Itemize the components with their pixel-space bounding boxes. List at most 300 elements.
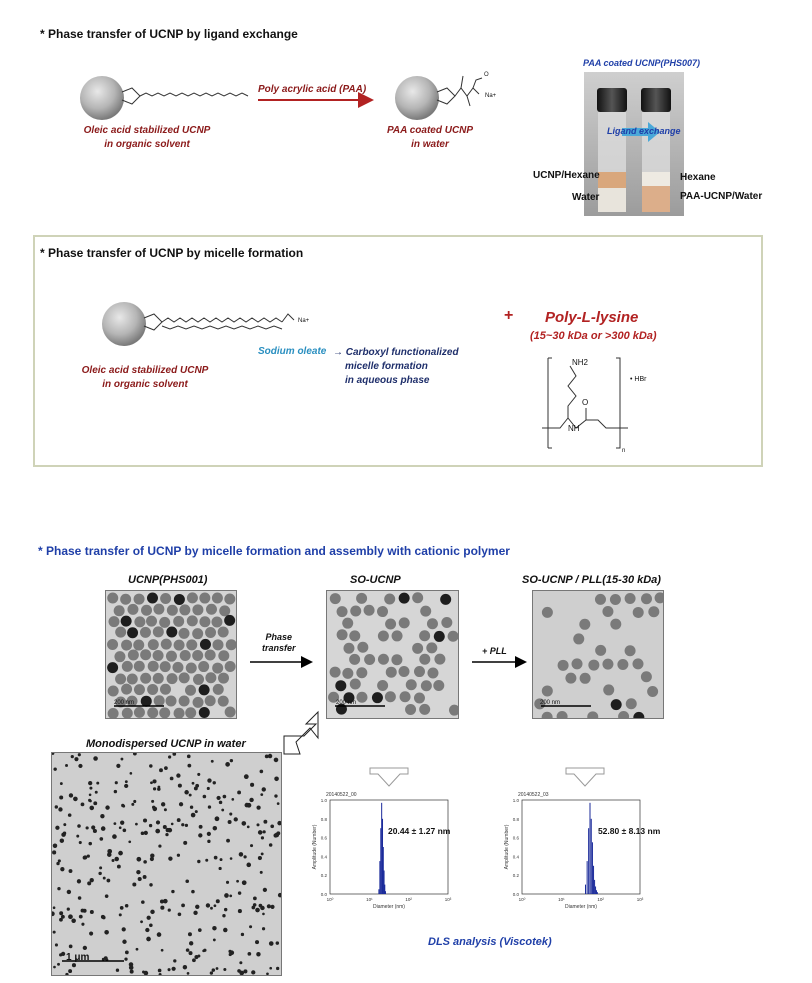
nanoparticle	[143, 860, 147, 864]
photo-label-ucnp-hexane: UCNP/Hexane	[533, 170, 600, 181]
nanoparticle	[256, 952, 260, 956]
nanoparticle	[83, 855, 87, 859]
nanoparticle	[91, 825, 95, 829]
nanoparticle	[168, 856, 172, 860]
dls-chart-1	[308, 788, 468, 922]
nanoparticle	[71, 918, 76, 923]
nanoparticle	[124, 784, 128, 788]
nanoparticle	[229, 953, 232, 956]
nanoparticle	[68, 914, 73, 919]
nanoparticle	[239, 961, 242, 964]
plus-pll-label: + PLL	[482, 646, 507, 656]
nanoparticle	[168, 828, 173, 833]
nanoparticle	[207, 778, 211, 782]
dls-bar	[597, 892, 598, 894]
nanoparticle	[198, 928, 202, 932]
nanoparticle	[191, 890, 195, 894]
nanoparticle	[229, 812, 232, 815]
nanoparticle	[195, 905, 199, 909]
nanoparticle	[59, 911, 63, 915]
nanoparticle	[189, 951, 193, 955]
mono-title: Monodispersed UCNP in water	[86, 738, 246, 750]
nanoparticle	[123, 828, 127, 832]
nanoparticle	[212, 926, 216, 930]
nanoparticle	[274, 794, 277, 797]
nanoparticle	[79, 841, 82, 844]
nanoparticle	[93, 756, 98, 761]
nanoparticle	[263, 830, 266, 833]
nanoparticle	[224, 893, 229, 898]
x-tick-label: 10³	[636, 897, 644, 902]
x-axis-label: Diameter (nm)	[565, 904, 597, 910]
nanoparticle	[57, 963, 60, 966]
nanoparticle	[193, 911, 197, 915]
nanoparticle	[224, 908, 227, 911]
nanoparticle	[207, 840, 210, 843]
nanoparticle	[63, 823, 66, 826]
dls-bar	[378, 889, 379, 894]
nanoparticle	[150, 857, 154, 861]
nanoparticle	[125, 951, 129, 955]
nanoparticle	[150, 910, 154, 914]
nanoparticle	[69, 945, 73, 949]
nanoparticle	[276, 831, 280, 835]
nanoparticle	[88, 781, 92, 785]
chart-id-label: 20140522_03	[518, 792, 549, 798]
y-tick-label: 0.0	[320, 892, 327, 897]
nanoparticle	[210, 971, 213, 974]
nanoparticle	[256, 823, 259, 826]
nanoparticle	[77, 879, 81, 883]
nanoparticle	[120, 906, 124, 910]
nanoparticle	[122, 940, 126, 944]
x-tick-label: 10⁰	[518, 897, 526, 902]
tem-image-monodispersed	[51, 752, 282, 976]
down-left-hollow-arrow	[284, 712, 318, 754]
phase-transfer-label: Phase transfer	[262, 632, 296, 653]
nanoparticle	[149, 824, 152, 827]
nanoparticle	[185, 824, 188, 827]
svg-text:O: O	[484, 72, 489, 78]
nanoparticle	[65, 973, 68, 975]
nanoparticle	[253, 897, 257, 901]
nanoparticle	[262, 927, 265, 930]
nanoparticle	[215, 816, 220, 821]
o-label: O	[582, 398, 589, 407]
nanoparticle	[78, 896, 82, 900]
n-label: n	[622, 448, 626, 454]
plus-sign: +	[504, 307, 514, 324]
nanoparticle	[247, 803, 252, 808]
nanoparticle	[206, 903, 210, 907]
nanoparticle	[59, 795, 63, 799]
y-tick-label: 0.6	[320, 835, 327, 841]
nanoparticle	[143, 875, 147, 879]
nanoparticle	[93, 801, 97, 805]
nanoparticle	[114, 857, 119, 862]
nanoparticle	[125, 780, 128, 783]
nanoparticle	[262, 787, 266, 791]
nanoparticle	[96, 782, 99, 785]
y-tick-label: 0.2	[512, 873, 519, 879]
nanoparticle	[214, 904, 217, 907]
nanoparticle	[221, 809, 224, 812]
dls-bar	[593, 866, 594, 894]
nanoparticle	[68, 969, 72, 973]
nanoparticle	[102, 916, 106, 920]
nanoparticle	[147, 916, 151, 920]
dls-bar	[587, 861, 588, 894]
nanoparticle	[83, 946, 87, 950]
nanoparticle	[55, 826, 59, 830]
nanoparticle	[170, 777, 174, 781]
x-tick-label: 10¹	[366, 897, 373, 902]
nanoparticle	[128, 840, 131, 843]
y-tick-label: 0.6	[512, 835, 519, 841]
nanoparticle	[226, 881, 229, 884]
nanoparticle	[181, 903, 185, 907]
nanoparticle	[178, 912, 182, 916]
nanoparticle	[69, 793, 73, 797]
nanoparticle	[61, 832, 65, 836]
nanoparticle	[113, 822, 116, 825]
scale-bar-label-2: 200 nm	[336, 700, 357, 706]
nanoparticle	[136, 857, 141, 862]
nh-label: NH	[568, 424, 580, 433]
nanoparticle	[153, 779, 157, 783]
nanoparticle	[69, 869, 73, 873]
micelle-text: → Carboxyl functionalized micelle formation in aqueous phase	[333, 347, 459, 386]
y-tick-label: 0.8	[512, 816, 519, 822]
hbr-label: • HBr	[630, 376, 647, 383]
nanoparticle	[250, 844, 253, 847]
nanoparticle	[269, 967, 272, 970]
nanoparticle	[223, 928, 227, 932]
nanoparticle	[168, 968, 171, 971]
nanoparticle	[155, 829, 160, 834]
nanoparticle	[213, 939, 216, 942]
nanoparticle	[259, 904, 263, 908]
nanoparticle	[60, 867, 64, 871]
nanoparticle	[138, 877, 142, 881]
vial-photo-title: PAA coated UCNP(PHS007)	[583, 58, 701, 68]
nanoparticle	[101, 826, 106, 831]
nanoparticle	[141, 900, 145, 904]
nanoparticle	[189, 941, 193, 945]
nanoparticle	[122, 927, 126, 931]
nanoparticle	[195, 810, 198, 813]
nanoparticle	[81, 909, 85, 913]
nanoparticle	[261, 852, 264, 855]
nanoparticle	[135, 823, 138, 826]
nanoparticle	[55, 943, 58, 946]
left-caption-1: Oleic acid stabilized UCNP in organic solvent	[83, 125, 211, 150]
nanoparticle	[156, 820, 160, 824]
nanoparticle	[149, 764, 152, 767]
nanoparticle	[99, 866, 102, 869]
nanoparticle	[276, 967, 279, 970]
nanoparticle	[269, 843, 273, 847]
nanoparticle	[52, 911, 55, 916]
nanoparticle	[102, 958, 105, 961]
nanoparticle	[250, 783, 254, 787]
y-axis-label: Amplitude (Number)	[504, 824, 510, 870]
nanoparticle	[163, 825, 167, 829]
nanoparticle	[121, 758, 124, 761]
nanoparticle	[144, 831, 148, 835]
arrow-label-paa: Poly acrylic acid (PAA)	[258, 84, 367, 95]
nanoparticle	[187, 972, 190, 975]
nanoparticle	[119, 826, 122, 829]
nanoparticle	[145, 928, 149, 932]
nanoparticle	[192, 782, 195, 785]
nanoparticle	[60, 782, 63, 785]
dls-bar	[585, 885, 586, 894]
nanoparticle	[88, 842, 91, 845]
x-tick-label: 10³	[444, 897, 452, 902]
nanoparticle	[59, 953, 62, 956]
nanoparticle	[115, 781, 118, 784]
nanoparticle	[258, 856, 262, 860]
nanoparticle	[71, 755, 74, 758]
nanoparticle	[89, 787, 92, 790]
nanoparticle	[129, 962, 134, 967]
nanoparticle	[276, 941, 279, 944]
nanoparticle	[213, 781, 216, 784]
nanoparticle	[164, 808, 167, 811]
nanoparticle	[270, 905, 274, 909]
nanoparticle	[269, 941, 274, 946]
dls-bar	[595, 886, 596, 894]
nanoparticle	[133, 753, 137, 755]
nanoparticle	[99, 837, 103, 841]
nanoparticle	[195, 784, 199, 788]
nanoparticle	[249, 925, 252, 928]
nanoparticle	[76, 835, 79, 838]
nanoparticle	[117, 865, 121, 869]
x-tick-label: 10²	[597, 897, 604, 902]
nanoparticle	[216, 899, 220, 903]
nanoparticle	[153, 787, 156, 790]
nanoparticle	[112, 859, 115, 862]
nh2-label: NH2	[572, 358, 589, 367]
pll-mw: (15~30 kDa or >300 kDa)	[530, 330, 657, 342]
plot-frame	[522, 800, 640, 894]
right-caption-1: PAA coated UCNP in water	[386, 125, 474, 150]
nanoparticle	[216, 796, 220, 800]
nanoparticle	[159, 973, 162, 975]
nanoparticle	[98, 872, 101, 875]
nanoparticle	[89, 806, 94, 811]
nanoparticle	[73, 797, 78, 802]
dls-title: DLS analysis (Viscotek)	[428, 936, 552, 948]
nanoparticle	[149, 924, 153, 928]
nanoparticle	[274, 776, 279, 781]
nanoparticle	[149, 883, 152, 886]
nanoparticle	[207, 832, 211, 836]
nanoparticle	[263, 888, 267, 892]
nanoparticle	[124, 957, 127, 960]
nanoparticle	[136, 948, 139, 951]
nanoparticle	[181, 823, 184, 826]
nanoparticle	[78, 753, 81, 756]
nanoparticle	[244, 774, 249, 779]
nanoparticle	[77, 824, 81, 828]
nanoparticle	[163, 899, 168, 904]
nanoparticle	[165, 833, 168, 836]
nanoparticle	[183, 841, 187, 845]
nanoparticle	[114, 790, 117, 793]
nanoparticle	[277, 802, 280, 805]
nanoparticle	[60, 839, 64, 843]
nanoparticle	[274, 758, 279, 763]
down-hollow-arrow-1	[370, 768, 408, 786]
nanoparticle	[197, 860, 200, 863]
nanoparticle	[211, 760, 214, 763]
nanoparticle	[199, 825, 203, 829]
nanoparticle	[89, 794, 92, 797]
nanoparticle	[260, 793, 263, 796]
img3-title: SO-UCNP / PLL(15-30 kDa)	[522, 574, 661, 586]
nanoparticle	[157, 786, 160, 789]
left-caption-2: Oleic acid stabilized UCNP in organic solvent	[81, 365, 209, 390]
nanoparticle	[130, 772, 133, 775]
nanoparticle	[152, 806, 155, 809]
nanoparticle	[183, 965, 187, 969]
plot-frame	[330, 800, 448, 894]
nanoparticle	[53, 843, 58, 848]
nanoparticle	[251, 970, 255, 974]
nanoparticle	[236, 880, 239, 883]
dls-bar	[380, 828, 381, 894]
img1-title: UCNP(PHS001)	[128, 574, 208, 586]
nanoparticle	[213, 826, 217, 830]
nanoparticle	[157, 932, 162, 937]
nanoparticle	[52, 753, 54, 755]
nanoparticle	[116, 764, 120, 768]
nanoparticle	[219, 801, 223, 805]
nanoparticle	[74, 757, 78, 761]
nanoparticle	[238, 891, 241, 894]
nanoparticle	[100, 814, 104, 818]
nanoparticle	[161, 802, 165, 806]
nanoparticle	[249, 798, 253, 802]
section3-title: * Phase transfer of UCNP by micelle formation and assembly with cationic polymer	[38, 544, 510, 558]
dls-chart-2	[500, 788, 670, 922]
nanoparticle	[159, 768, 163, 772]
nanoparticle	[133, 800, 136, 803]
nanoparticle	[122, 805, 125, 808]
dls-bar	[591, 819, 592, 894]
y-tick-label: 0.8	[320, 816, 327, 822]
nanoparticle	[187, 755, 191, 759]
nanoparticle	[120, 821, 124, 825]
nanoparticle	[164, 766, 168, 770]
nanoparticle	[179, 802, 183, 806]
size-annotation: 20.44 ± 1.27 nm	[388, 826, 451, 836]
nanoparticle	[103, 877, 106, 880]
y-tick-label: 1.0	[512, 798, 519, 803]
nanoparticle	[214, 856, 218, 860]
section2-title: * Phase transfer of UCNP by micelle formation	[40, 246, 304, 260]
nanoparticle	[237, 791, 241, 795]
nanoparticle	[190, 806, 193, 809]
nanoparticle	[172, 753, 176, 756]
nanoparticle	[67, 908, 70, 911]
nanoparticle	[258, 830, 263, 835]
y-tick-label: 1.0	[320, 798, 327, 803]
nanoparticle	[205, 859, 208, 862]
nanoparticle	[186, 948, 190, 952]
nanoparticle	[65, 764, 68, 767]
nanoparticle	[216, 967, 219, 970]
nanoparticle	[207, 787, 210, 790]
nanoparticle	[177, 818, 181, 822]
nanoparticle	[255, 940, 259, 944]
size-annotation: 52.80 ± 8.13 nm	[597, 826, 661, 836]
sodium-label-2: Na+	[298, 318, 310, 324]
nanoparticle	[219, 867, 222, 870]
nanoparticle	[146, 937, 151, 942]
nanoparticle	[255, 908, 260, 913]
nanoparticle	[143, 818, 147, 822]
nanoparticle	[234, 817, 238, 821]
nanoparticle	[112, 834, 117, 839]
y-tick-label: 0.4	[512, 854, 519, 860]
nanoparticle	[58, 859, 61, 862]
nanoparticle	[136, 870, 140, 874]
nanoparticle	[220, 858, 223, 861]
nanoparticle	[105, 805, 109, 809]
scale-bar-1um-label: 1 μm	[66, 952, 90, 963]
nanoparticle	[173, 959, 176, 962]
scale-bar-label-1: 200 nm	[114, 700, 135, 706]
nanoparticle	[263, 820, 267, 824]
nanoparticle	[256, 805, 260, 809]
pll-name: Poly-L-lysine	[545, 309, 639, 326]
nanoparticle	[189, 794, 192, 797]
nanoparticle	[194, 955, 198, 959]
nanoparticle	[89, 931, 93, 935]
nanoparticle	[160, 906, 164, 910]
nanoparticle	[267, 904, 271, 908]
nanoparticle	[187, 764, 191, 768]
nanoparticle	[67, 890, 71, 894]
nanoparticle	[230, 759, 233, 762]
dls-bar	[596, 890, 597, 894]
nanoparticle	[252, 906, 256, 910]
nanoparticle	[241, 821, 246, 826]
nanoparticle	[168, 755, 171, 758]
nanoparticle	[230, 857, 233, 860]
nanoparticle	[140, 920, 143, 923]
nanoparticle	[132, 882, 136, 886]
nanoparticle	[90, 878, 94, 882]
nanoparticle	[141, 831, 145, 835]
nanoparticle	[72, 963, 76, 967]
nanoparticle	[184, 790, 189, 795]
section1-title: * Phase transfer of UCNP by ligand exchange	[40, 27, 298, 41]
nanoparticle	[130, 970, 134, 974]
nanoparticle	[55, 805, 58, 808]
nanoparticle	[177, 854, 180, 857]
scale-bar-label-3: 200 nm	[540, 700, 561, 706]
photo-label-water: Water	[572, 192, 600, 203]
nanoparticle	[260, 770, 264, 774]
photo-label-paa-ucnp-water: PAA-UCNP/Water	[680, 191, 763, 202]
img2-title: SO-UCNP	[350, 574, 401, 586]
nanoparticle	[222, 914, 225, 917]
